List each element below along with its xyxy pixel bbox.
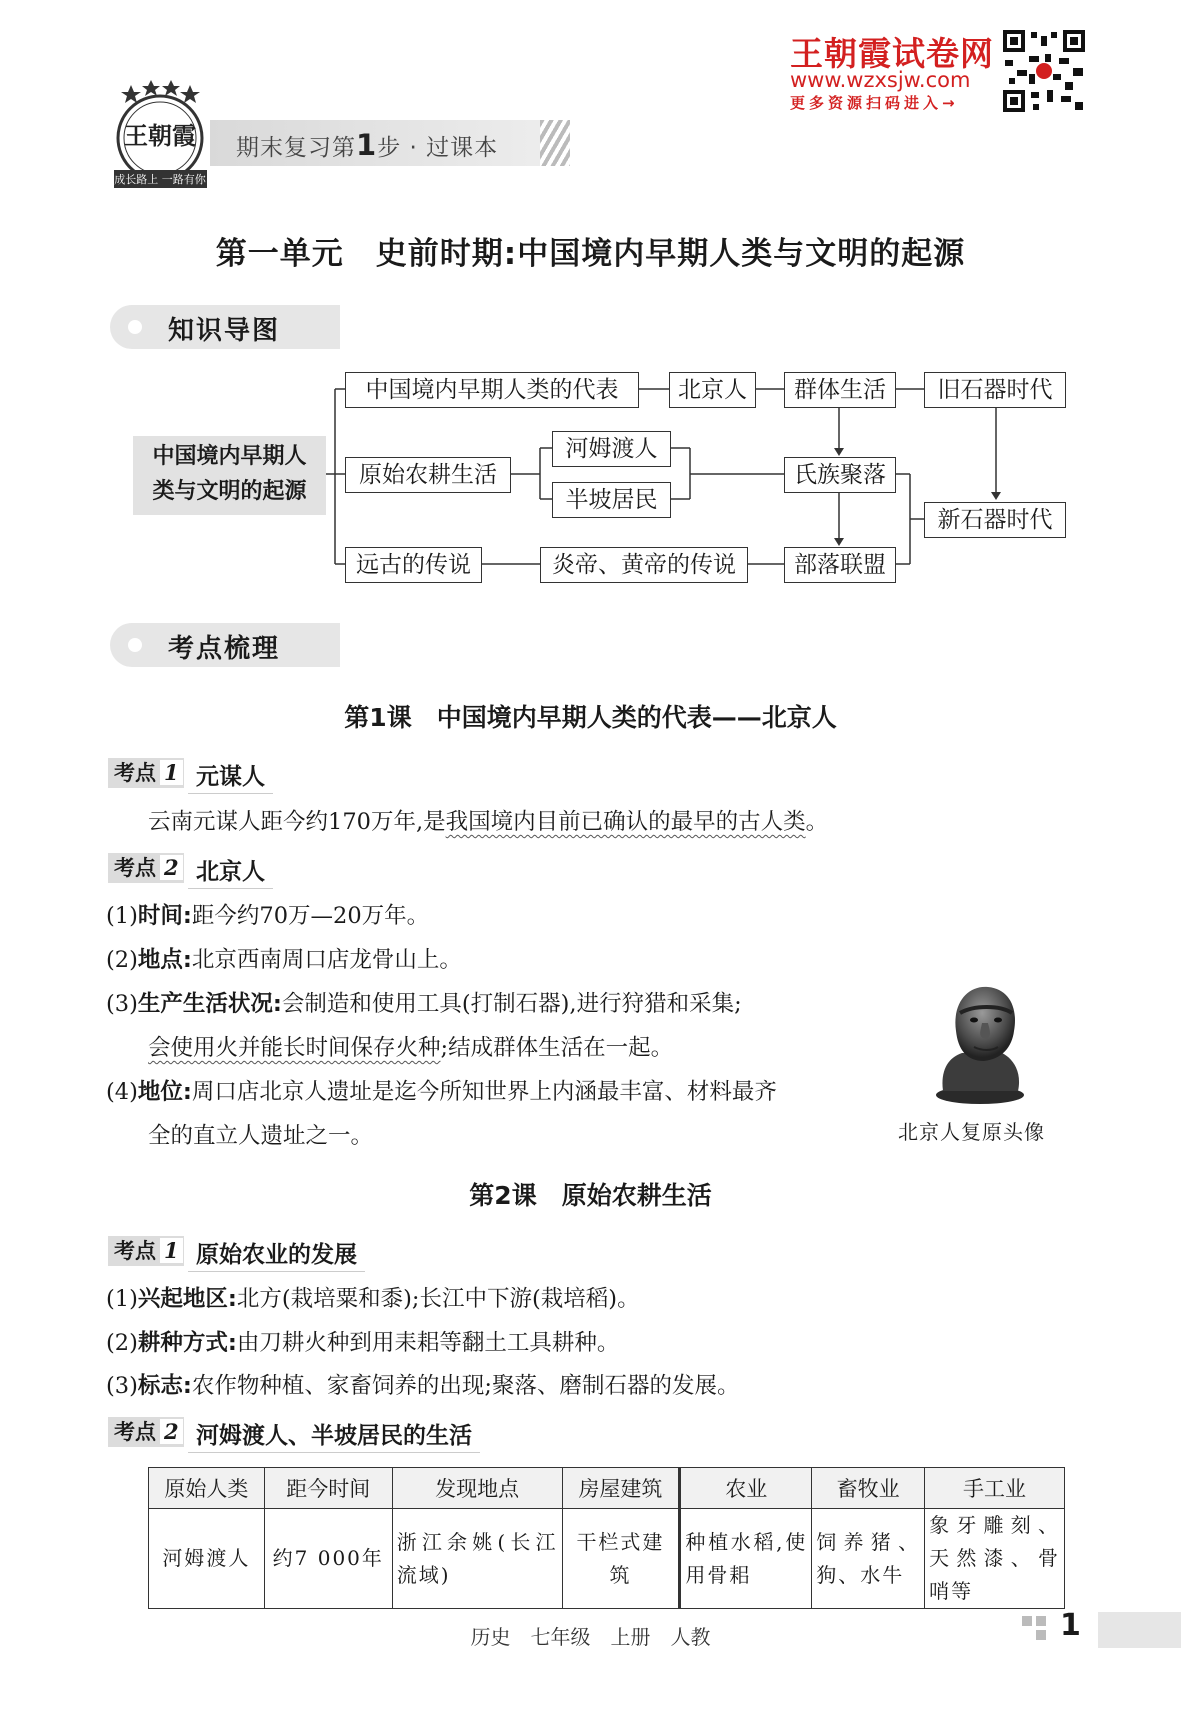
map-root-line2: 类与文明的起源	[152, 479, 307, 504]
kp-name: 北京人	[188, 853, 273, 889]
kp-name: 原始农业的发展	[188, 1236, 365, 1272]
hemudu-banpo-table	[148, 1467, 1065, 1609]
table-row	[149, 1509, 1065, 1609]
lesson2-item-1: (1)兴起地区:北方(栽培粟和黍);长江中下游(栽培稻)。	[106, 1286, 640, 1312]
map-root-node	[133, 436, 326, 515]
table-header-cell: 手工业	[925, 1468, 1065, 1509]
table-header-cell: 房屋建筑	[562, 1468, 680, 1509]
map-node-banpo: 半坡居民	[552, 482, 671, 518]
lesson1-kp1-text: 云南元谋人距今约170万年,是我国境内目前已确认的最早的古人类。	[148, 809, 829, 835]
lesson1-title: 第1课 中国境内早期人类的代表——北京人	[344, 703, 837, 732]
map-node-early-humans: 中国境内早期人类的代表	[345, 372, 639, 408]
bullet-dot-icon	[128, 638, 142, 652]
table-header-cell: 原始人类	[149, 1468, 265, 1509]
section-title-key-points: 考点梳理	[168, 634, 281, 664]
lesson1-kp2-header	[0, 853, 600, 885]
table-cell: 种植水稻,使用骨耜	[680, 1509, 812, 1609]
map-node-primitive-farming: 原始农耕生活	[345, 457, 511, 493]
lesson1-item-3-cont: 会使用火并能长时间保存火种;结成群体生活在一起。	[148, 1035, 674, 1061]
table-cell: 浙江余姚(长江流域)	[392, 1509, 562, 1609]
table-header-cell: 农业	[680, 1468, 812, 1509]
emphasis-wavy: 会使用火并能长时间保存火种	[148, 1035, 441, 1061]
lesson1-item-4: (4)地位:周口店北京人遗址是迄今所知世界上内涵最丰富、材料最齐	[106, 1079, 777, 1105]
section-title-knowledge-map: 知识导图	[168, 316, 281, 346]
table-header-cell: 畜牧业	[812, 1468, 925, 1509]
table-header-cell: 距今时间	[264, 1468, 392, 1509]
lesson1-item-3: (3)生产生活状况:会制造和使用工具(打制石器),进行狩猎和采集;	[106, 991, 742, 1017]
image-caption: 北京人复原头像	[898, 1120, 1045, 1144]
brand-scan-hint: 更多资源扫码进入→	[790, 94, 959, 112]
kp-name: 河姆渡人、半坡居民的生活	[188, 1417, 480, 1453]
svg-text:成长路上 一路有你: 成长路上 一路有你	[114, 173, 206, 186]
map-node-hemudu: 河姆渡人	[552, 431, 671, 467]
kp-tag: 考点 1	[108, 1236, 184, 1266]
table-header-cell: 发现地点	[392, 1468, 562, 1509]
table-cell: 干栏式建筑	[562, 1509, 680, 1609]
table-cell: 约7 000年	[264, 1509, 392, 1609]
map-root-line1: 中国境内早期人	[152, 444, 307, 469]
brand-name: 王朝霞试卷网	[790, 34, 994, 73]
page-number: 1	[1060, 1608, 1081, 1643]
page-number-bar	[1098, 1612, 1181, 1648]
unit-title: 第一单元 史前时期:中国境内早期人类与文明的起源	[215, 236, 966, 272]
table-cell: 象牙雕刻、天然漆、骨哨等	[925, 1509, 1065, 1609]
kp-tag: 考点 1	[108, 758, 184, 788]
footer-decoration-icon	[1022, 1616, 1052, 1648]
svg-text:王朝霞: 王朝霞	[124, 121, 196, 150]
map-node-yandi-huangdi: 炎帝、黄帝的传说	[540, 547, 748, 583]
emphasis-wavy: 我国境内目前已确认的最早的古人类	[445, 809, 806, 835]
step-banner-text: 期末复习第1步 · 过课本	[236, 128, 499, 162]
lesson1-item-1: (1)时间:距今约70万—20万年。	[106, 903, 430, 929]
kp-name: 元谋人	[188, 758, 273, 794]
peking-man-bust-image	[918, 973, 1038, 1108]
table-header-row	[149, 1468, 1065, 1509]
lesson2-item-2: (2)耕种方式:由刀耕火种到用耒耜等翻土工具耕种。	[106, 1330, 620, 1356]
lesson1-kp1-header	[0, 758, 600, 790]
table-cell: 饲养猪、狗、水牛	[812, 1509, 925, 1609]
map-node-group-life: 群体生活	[784, 372, 896, 408]
kp-tag: 考点 2	[108, 1417, 184, 1447]
lesson2-title: 第2课 原始农耕生活	[469, 1181, 712, 1210]
brand-url[interactable]: www.wzxsjw.com	[790, 68, 971, 92]
lesson1-item-2: (2)地点:北京西南周口店龙骨山上。	[106, 947, 462, 973]
lesson2-kp1-header	[0, 1236, 600, 1268]
lesson2-item-3: (3)标志:农作物种植、家畜饲养的出现;聚落、磨制石器的发展。	[106, 1373, 740, 1399]
map-node-peking-man: 北京人	[669, 372, 756, 408]
kp-tag: 考点 2	[108, 853, 184, 883]
lesson2-kp2-header	[0, 1417, 700, 1449]
map-node-clan-settlement: 氏族聚落	[784, 457, 896, 493]
page-footer: 历史 七年级 上册 人教	[470, 1625, 711, 1649]
map-node-neolithic: 新石器时代	[924, 502, 1066, 538]
map-node-paleolithic: 旧石器时代	[924, 372, 1066, 408]
lesson1-item-4-cont: 全的直立人遗址之一。	[148, 1123, 374, 1149]
table-cell: 河姆渡人	[149, 1509, 265, 1609]
map-node-ancient-legends: 远古的传说	[345, 547, 482, 583]
map-node-tribal-alliance: 部落联盟	[784, 547, 896, 583]
